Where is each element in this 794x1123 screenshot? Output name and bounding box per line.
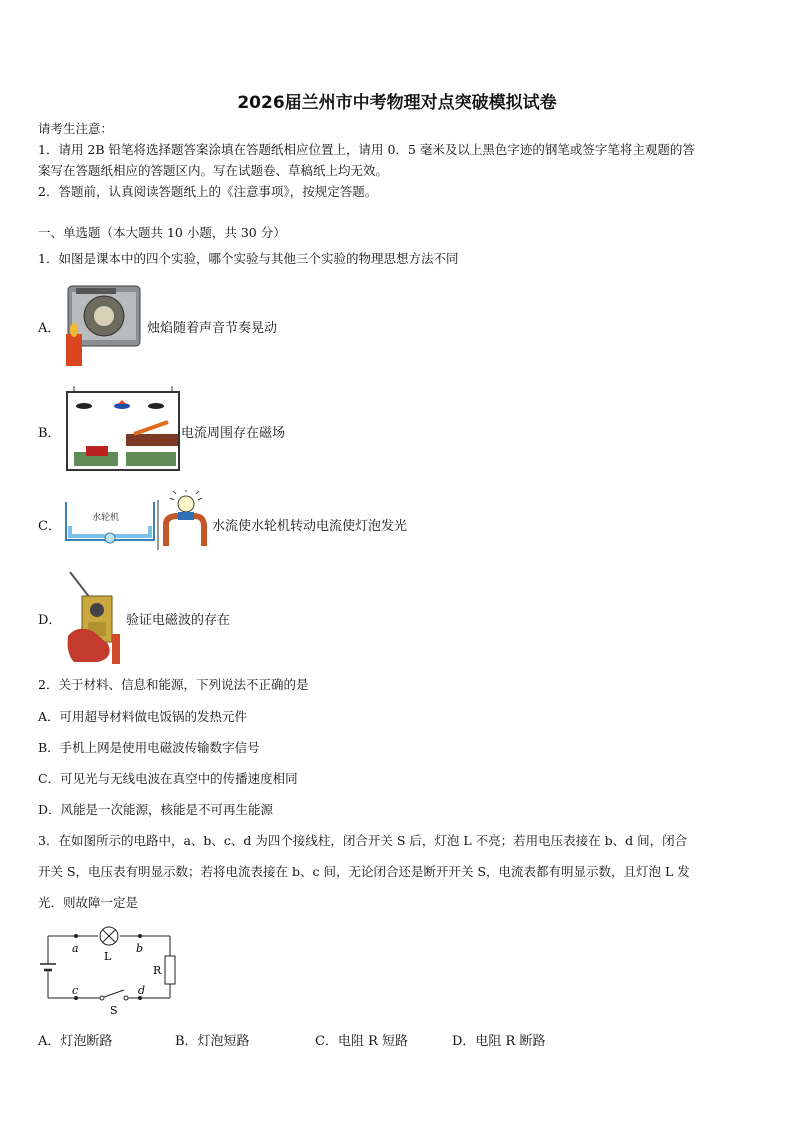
question-3-stem-cont: 开关 S，电压表有明显示数；若将电流表接在 b、c 间，无论闭合还是断开开关 S，电流表都有明显示数，且灯泡 L 发 [38, 864, 690, 879]
terminal-a-label: a [72, 942, 79, 955]
speaker-candle-figure [64, 282, 148, 370]
page-title: 2026届兰州市中考物理对点突破模拟试卷 [237, 93, 557, 113]
question-3-stem-end: 光．则故障一定是 [38, 895, 139, 910]
terminal-d-label: d [138, 984, 146, 997]
q1-option-b-letter: B． [38, 426, 61, 441]
q2-option-d: D．风能是一次能源，核能是不可再生能源 [38, 802, 274, 817]
terminal-c-label: c [72, 984, 79, 997]
notice-item-2: 2．答题前，认真阅读答题纸上的《注意事项》，按规定答题。 [38, 184, 378, 199]
q1-option-d-text: 验证电磁波的存在 [126, 613, 231, 628]
q1-option-a-text: 烛焰随着声音节奏晃动 [147, 321, 278, 336]
q2-option-c: C．可见光与无线电波在真空中的传播速度相同 [38, 771, 298, 786]
q1-option-b-text: 电流周围存在磁场 [181, 426, 286, 441]
radio-figure [64, 570, 124, 666]
terminal-b-label: b [136, 942, 144, 955]
q3-choice-b: B．灯泡短路 [175, 1034, 250, 1049]
q1-option-c-letter: C． [38, 519, 61, 534]
q2-option-a: A．可用超导材料做电饭锅的发热元件 [38, 709, 248, 724]
q2-option-b: B．手机上网是使用电磁波传输数字信号 [38, 740, 260, 755]
resistor-label: R [153, 964, 162, 977]
question-1-stem: 1．如图是课本中的四个实验，哪个实验与其他三个实验的物理思想方法不同 [38, 251, 459, 266]
notice-item-1-cont: 案写在答题纸相应的答题区内。写在试题卷、草稿纸上均无效。 [38, 163, 389, 178]
oersted-experiment-figure [64, 386, 184, 474]
section-heading: 一、单选题（本大题共 10 小题，共 30 分） [38, 225, 286, 240]
question-3-stem: 3．在如图所示的电路中，a、b、c、d 为四个接线柱，闭合开关 S 后，灯泡 L 不亮；若用电压表接在 b、d 间，闭合 [38, 833, 688, 848]
q1-option-a-letter: A． [38, 321, 61, 336]
q3-choice-d: D．电阻 R 断路 [452, 1034, 546, 1049]
lamp-label: L [104, 950, 112, 963]
notice-item-1: 1．请用 2B 铅笔将选择题答案涂填在答题纸相应位置上，请用 0．5 毫米及以上黑色字迹的钢笔或签字笔将主观题的答 [38, 142, 695, 157]
q3-choice-a: A．灯泡断路 [38, 1034, 113, 1049]
circuit-diagram [38, 924, 180, 1018]
turbine-label: 水轮机 [92, 513, 120, 523]
water-turbine-figure [62, 490, 214, 556]
q3-choice-c: C．电阻 R 短路 [315, 1034, 408, 1049]
question-2-stem: 2．关于材料、信息和能源，下列说法不正确的是 [38, 677, 309, 692]
switch-label: S [110, 1004, 118, 1017]
q1-option-c-text: 水流使水轮机转动电流使灯泡发光 [212, 519, 408, 534]
notice-heading: 请考生注意： [38, 121, 114, 136]
q1-option-d-letter: D． [38, 613, 62, 628]
